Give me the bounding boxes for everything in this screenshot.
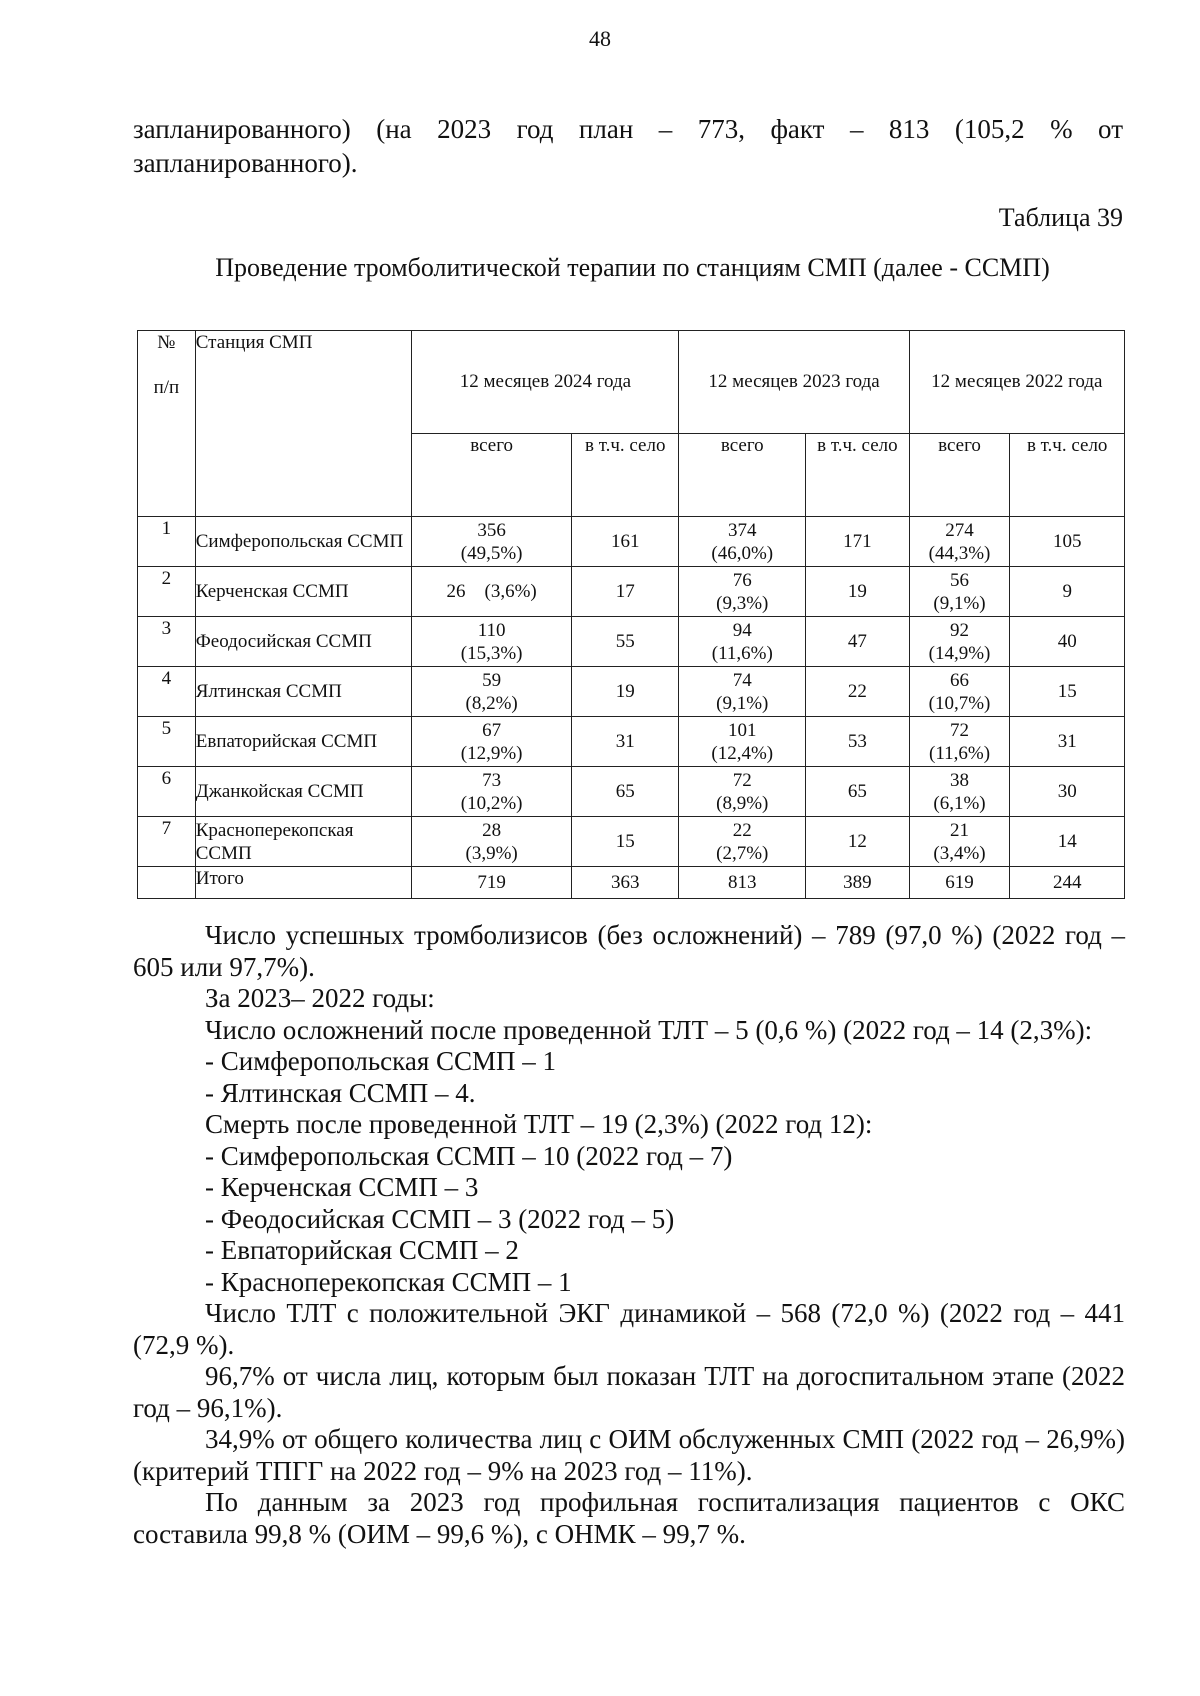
sum-total-2024: 719 xyxy=(412,867,572,899)
row-number: 2 xyxy=(138,567,196,617)
header-total-2023: всего xyxy=(679,433,806,516)
total-2023-cell xyxy=(679,567,806,617)
thrombolysis-table xyxy=(137,330,1125,899)
row-number: 5 xyxy=(138,717,196,767)
row-number: 6 xyxy=(138,767,196,817)
total-2024-cell xyxy=(412,717,572,767)
header-station: Станция СМП xyxy=(195,331,412,517)
total-2024-percent: (12,9%) xyxy=(460,742,523,764)
header-number xyxy=(138,331,196,517)
total-2024-cell xyxy=(412,617,572,667)
total-2022-percent: (9,1%) xyxy=(933,592,986,614)
table-title: Проведение тромболитической терапии по станциям СМП (далее - ССМП) xyxy=(215,253,1050,282)
paragraph-deaths: Смерть после проведенной ТЛТ – 19 (2,3%) (2022 год 12): xyxy=(205,1109,873,1139)
total-2022-cell xyxy=(909,667,1010,717)
village-2024-value: 17 xyxy=(571,567,679,617)
total-2024-percent: (10,2%) xyxy=(460,792,523,814)
sum-total-2022: 619 xyxy=(909,867,1010,899)
table-row xyxy=(138,717,1125,767)
village-2022-value: 9 xyxy=(1010,567,1125,617)
village-2022-value: 31 xyxy=(1010,717,1125,767)
village-2022-value: 40 xyxy=(1010,617,1125,667)
station-name: Красноперекопская ССМП xyxy=(195,817,412,867)
total-2024-cell xyxy=(412,567,572,617)
total-2024-percent: (8,2%) xyxy=(465,692,518,714)
table-label: Таблица 39 xyxy=(998,203,1123,232)
total-2024-value: 67 xyxy=(482,719,502,741)
total-label: Итого xyxy=(195,867,412,899)
village-2024-value: 15 xyxy=(571,817,679,867)
total-2023-percent: (46,0%) xyxy=(711,542,774,564)
header-village-2022: в т.ч. село xyxy=(1010,433,1125,516)
list-item: - Симферопольская ССМП – 10 (2022 год – 7) xyxy=(205,1140,733,1171)
intro-line-2: запланированного). xyxy=(133,148,358,178)
total-2024-value: 73 xyxy=(482,769,502,791)
header-year-2022: 12 месяцев 2022 года xyxy=(909,331,1124,434)
total-2023-value: 72 xyxy=(732,769,752,791)
village-2023-value: 65 xyxy=(806,767,910,817)
total-2024-percent: (3,6%) xyxy=(484,581,537,602)
list-item: - Симферопольская ССМП – 1 xyxy=(205,1046,557,1076)
total-2022-cell xyxy=(909,767,1010,817)
total-2022-cell xyxy=(909,717,1010,767)
header-total-2024: всего xyxy=(412,433,572,516)
total-row-number xyxy=(138,867,196,899)
total-2022-percent: (10,7%) xyxy=(928,692,991,714)
total-2024-cell xyxy=(412,767,572,817)
total-2024-cell xyxy=(412,817,572,867)
header-village-2023: в т.ч. село xyxy=(806,433,910,516)
total-2024-percent: (3,9%) xyxy=(465,842,518,864)
intro-paragraph xyxy=(133,112,1123,180)
row-number: 7 xyxy=(138,817,196,867)
header-total-2022: всего xyxy=(909,433,1010,516)
total-2023-value: 94 xyxy=(732,619,752,641)
village-2023-value: 53 xyxy=(806,717,910,767)
total-2024-value: 59 xyxy=(482,669,502,691)
total-2024-value: 110 xyxy=(477,619,506,641)
total-2023-cell xyxy=(679,667,806,717)
total-2023-value: 22 xyxy=(732,819,752,841)
total-2023-percent: (8,9%) xyxy=(716,792,769,814)
total-2023-value: 74 xyxy=(732,669,752,691)
total-2023-cell xyxy=(679,717,806,767)
total-2023-cell xyxy=(679,617,806,667)
village-2022-value: 105 xyxy=(1010,517,1125,567)
header-number-symbol: № xyxy=(157,332,176,353)
village-2023-value: 22 xyxy=(806,667,910,717)
total-2024-cell xyxy=(412,517,572,567)
village-2024-value: 65 xyxy=(571,767,679,817)
paragraph-complications: Число осложнений после проведенной ТЛТ – 5 (0,6 %) (2022 год – 14 (2,3%): xyxy=(205,1014,1093,1045)
header-village-2024: в т.ч. село xyxy=(571,433,679,516)
total-2023-cell xyxy=(679,817,806,867)
total-2022-cell xyxy=(909,567,1010,617)
total-2023-value: 101 xyxy=(728,719,757,741)
village-2023-value: 19 xyxy=(806,567,910,617)
total-2022-value: 66 xyxy=(950,669,970,691)
total-2024-percent: (49,5%) xyxy=(460,542,523,564)
sum-village-2022: 244 xyxy=(1010,867,1125,899)
station-name: Керченская ССМП xyxy=(195,567,412,617)
village-2023-value: 47 xyxy=(806,617,910,667)
total-2023-cell xyxy=(679,767,806,817)
sum-village-2024: 363 xyxy=(571,867,679,899)
village-2024-value: 19 xyxy=(571,667,679,717)
paragraph-hospitalization: По данным за 2023 год профильная госпитализация пациентов с ОКС составила 99,8 % (ОИМ – 99,6 %), с ОНМК – 99,7 %. xyxy=(133,1487,1125,1549)
table-row xyxy=(138,667,1125,717)
village-2022-value: 14 xyxy=(1010,817,1125,867)
village-2024-value: 55 xyxy=(571,617,679,667)
total-2022-value: 72 xyxy=(950,719,970,741)
station-name: Симферопольская ССМП xyxy=(195,517,412,567)
village-2024-value: 31 xyxy=(571,717,679,767)
total-2023-percent: (9,1%) xyxy=(716,692,769,714)
total-2022-value: 38 xyxy=(950,769,970,791)
total-2022-cell xyxy=(909,517,1010,567)
total-2022-value: 21 xyxy=(950,819,970,841)
header-year-2024: 12 месяцев 2024 года xyxy=(412,331,679,434)
table-total-row xyxy=(138,867,1125,899)
list-item: - Керченская ССМП – 3 xyxy=(205,1172,479,1202)
total-2022-value: 274 xyxy=(945,519,974,541)
paragraph-period: За 2023– 2022 годы: xyxy=(205,983,435,1013)
list-item: - Ялтинская ССМП – 4. xyxy=(205,1077,476,1108)
total-2023-percent: (2,7%) xyxy=(716,842,769,864)
total-2024-value: 26 xyxy=(446,581,466,602)
total-2024-value: 356 xyxy=(477,519,506,541)
total-2023-value: 374 xyxy=(728,519,757,541)
total-2022-cell xyxy=(909,817,1010,867)
sum-village-2023: 389 xyxy=(806,867,910,899)
header-year-2023: 12 месяцев 2023 года xyxy=(679,331,909,434)
total-2022-percent: (6,1%) xyxy=(933,792,986,814)
total-2023-percent: (11,6%) xyxy=(711,642,773,664)
row-number: 3 xyxy=(138,617,196,667)
village-2024-value: 161 xyxy=(571,517,679,567)
village-2022-value: 15 xyxy=(1010,667,1125,717)
station-name: Джанкойская ССМП xyxy=(195,767,412,817)
station-name: Феодосийская ССМП xyxy=(195,617,412,667)
total-2024-cell xyxy=(412,667,572,717)
total-2022-cell xyxy=(909,617,1010,667)
total-2022-percent: (44,3%) xyxy=(928,542,991,564)
paragraph-prehospital: 96,7% от числа лиц, которым был показан ТЛТ на догоспитальном этапе (2022 год – 96,1%). xyxy=(133,1361,1125,1423)
row-number: 4 xyxy=(138,667,196,717)
total-2023-value: 76 xyxy=(732,569,752,591)
list-item: - Красноперекопская ССМП – 1 xyxy=(205,1266,572,1297)
total-2022-percent: (11,6%) xyxy=(929,742,991,764)
page-number: 48 xyxy=(589,26,611,51)
table-row xyxy=(138,567,1125,617)
intro-line-1: запланированного) (на 2023 год план – 773, факт – 813 (105,2 % от xyxy=(133,114,1123,144)
header-number-abbr: п/п xyxy=(153,377,180,398)
table-row xyxy=(138,817,1125,867)
list-item: - Евпаторийская ССМП – 2 xyxy=(205,1235,519,1265)
paragraph-ecg-dynamics: Число ТЛТ с положительной ЭКГ динамикой – 568 (72,0 %) (2022 год – 441 (72,9 %). xyxy=(133,1298,1125,1360)
station-name: Евпаторийская ССМП xyxy=(195,717,412,767)
body-text xyxy=(133,920,1125,1550)
village-2023-value: 12 xyxy=(806,817,910,867)
table-row xyxy=(138,617,1125,667)
station-name: Ялтинская ССМП xyxy=(195,667,412,717)
total-2023-percent: (9,3%) xyxy=(716,592,769,614)
village-2023-value: 171 xyxy=(806,517,910,567)
total-2024-percent: (15,3%) xyxy=(460,642,523,664)
village-2022-value: 30 xyxy=(1010,767,1125,817)
table-row xyxy=(138,517,1125,567)
paragraph-ami-share: 34,9% от общего количества лиц с ОИМ обслуженных СМП (2022 год – 26,9%) (критерий ТПГГ на 2022 год – 9% на 2023 год – 11%). xyxy=(133,1424,1125,1486)
table-row xyxy=(138,767,1125,817)
list-item: - Феодосийская ССМП – 3 (2022 год – 5) xyxy=(205,1203,675,1234)
sum-total-2023: 813 xyxy=(679,867,806,899)
row-number: 1 xyxy=(138,517,196,567)
total-2024-value: 28 xyxy=(482,819,502,841)
total-2022-value: 56 xyxy=(950,569,970,591)
total-2022-percent: (14,9%) xyxy=(928,642,991,664)
paragraph-successful-thrombolysis: Число успешных тромболизисов (без осложнений) – 789 (97,0 %) (2022 год – 605 или 97,7%). xyxy=(133,920,1125,982)
total-2023-cell xyxy=(679,517,806,567)
total-2023-percent: (12,4%) xyxy=(711,742,774,764)
total-2022-percent: (3,4%) xyxy=(933,842,986,864)
total-2022-value: 92 xyxy=(950,619,970,641)
